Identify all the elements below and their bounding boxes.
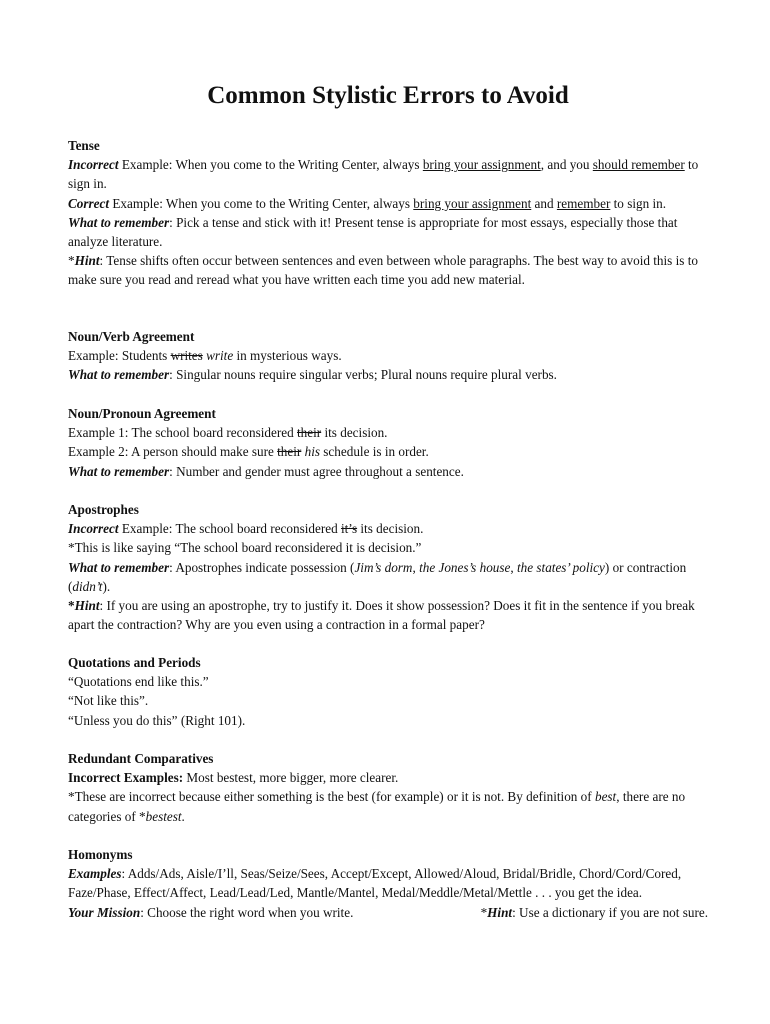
quotation-line: “Quotations end like this.”	[68, 674, 209, 690]
your-mission: Your Mission: Choose the right word when you write.	[68, 904, 354, 920]
incorrect-examples: Incorrect Examples: Most bestest, more bigger, more clearer.	[68, 770, 399, 786]
section-heading: Apostrophes	[68, 502, 139, 517]
hint: *Hint: Tense shifts often occur between sentences and even between whole paragraphs. The best way to avoid this is to make sure you read and reread what you have written each time you add new material.	[68, 253, 698, 288]
hint: *Hint: Use a dictionary if you are not sure.	[480, 904, 708, 920]
correct-example: Correct Example: When you come to the Writing Center, always bring your assignment and remember to sign in.	[68, 195, 667, 211]
example-2: Example 2: A person should make sure their his schedule is in order.	[68, 444, 429, 460]
section-noun-verb	[68, 327, 708, 385]
examples: Examples: Adds/Ads, Aisle/I’ll, Seas/Seize/Sees, Accept/Except, Allowed/Aloud, Bridal/Bridle, Chord/Cord/Cored, Faze/Phase, Effect/Affect, Lead/Lead/Led, Mantle/Mantel, Medal/Meddle/Metal/Mettle . . . you get the idea.	[68, 866, 682, 901]
example-1: Example 1: The school board reconsidered their its decision.	[68, 425, 388, 441]
section-heading: Homonyms	[68, 847, 133, 862]
incorrect-example: Incorrect Example: The school board reconsidered it’s its decision.	[68, 521, 424, 537]
what-to-remember: What to remember: Apostrophes indicate possession (Jim’s dorm, the Jones’s house, the states’ policy) or contraction (didn’t).	[68, 559, 687, 594]
example: Example: Students writes write in mysterious ways.	[68, 348, 342, 364]
what-to-remember: What to remember: Pick a tense and stick with it! Present tense is appropriate for most essays, especially those that analyze literature.	[68, 214, 678, 250]
page-title: Common Stylistic Errors to Avoid	[207, 82, 569, 109]
section-heading: Noun/Verb Agreement	[68, 329, 195, 344]
section-tense	[68, 136, 708, 290]
hint: *Hint: If you are using an apostrophe, try to justify it. Does it show possession? Does it fit in the sentence if you break apart the contraction? Why are you even using a contraction in a formal paper?	[68, 598, 695, 633]
note: *This is like saying “The school board reconsidered it is decision.”	[68, 540, 422, 556]
note: *These are incorrect because either something is the best (for example) or it is not. By definition of best, there are no categories of *bestest.	[68, 789, 686, 824]
mission-row	[68, 903, 708, 922]
section-comparatives	[68, 749, 708, 826]
quotation-line: “Unless you do this” (Right 101).	[68, 712, 246, 728]
section-heading: Redundant Comparatives	[68, 751, 214, 766]
section-quotations	[68, 653, 708, 730]
what-to-remember: What to remember: Number and gender must agree throughout a sentence.	[68, 463, 464, 479]
what-to-remember: What to remember: Singular nouns require singular verbs; Plural nouns require plural verbs.	[68, 367, 557, 383]
section-homonyms	[68, 845, 708, 922]
section-heading: Noun/Pronoun Agreement	[68, 406, 216, 421]
section-heading: Quotations and Periods	[68, 655, 201, 670]
section-noun-pronoun	[68, 404, 708, 481]
quotation-line: “Not like this”.	[68, 693, 149, 709]
incorrect-example: Incorrect Example: When you come to the Writing Center, always bring your assignment, and you should remember to sign in.	[68, 157, 699, 192]
section-heading: Tense	[68, 138, 100, 153]
section-apostrophes	[68, 500, 708, 634]
